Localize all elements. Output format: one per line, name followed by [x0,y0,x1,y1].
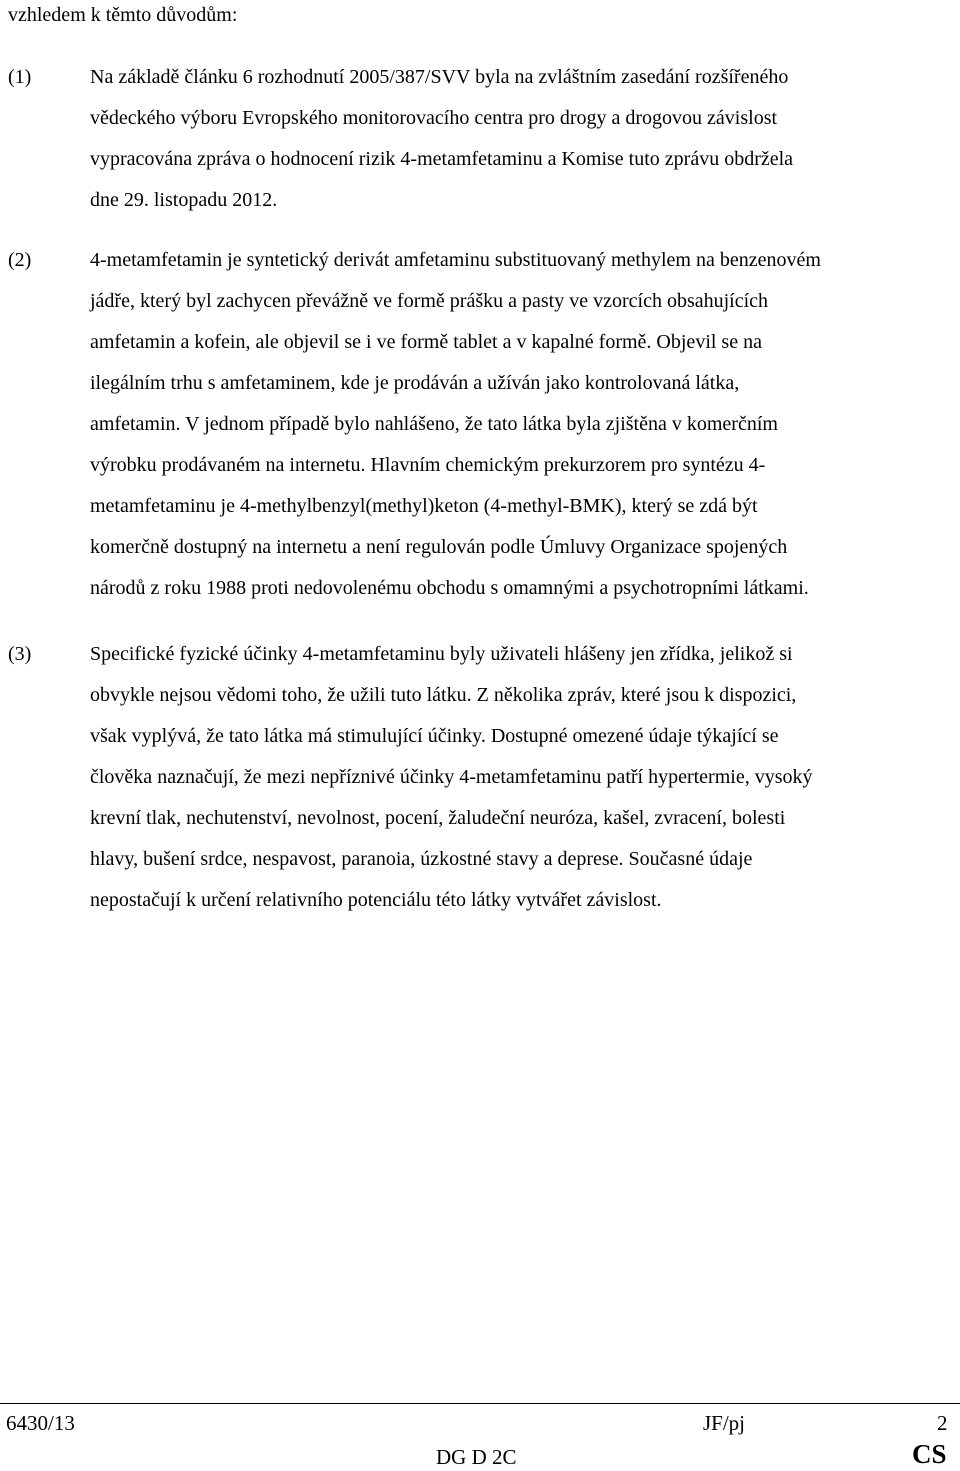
paragraph-line: člověka naznačují, že mezi nepříznivé účinky 4-metamfetaminu patří hypertermie, vysoký [90,766,813,788]
paragraph-line: Specifické fyzické účinky 4-metamfetaminu byly uživateli hlášeny jen zřídka, jelikož si [90,643,793,665]
paragraph-line: obvykle nejsou vědomi toho, že užili tuto látku. Z několika zpráv, které jsou k dispozici, [90,684,797,706]
paragraph-3 [8,634,952,921]
paragraph-text [90,57,952,221]
paragraph-line: krevní tlak, nechutenství, nevolnost, pocení, žaludeční neuróza, kašel, zvracení, bolesti [90,807,786,829]
paragraph-1 [8,57,952,221]
paragraph-line: metamfetaminu je 4-methylbenzyl(methyl)keton (4-methyl-BMK), který se zdá být [90,495,758,517]
footer-directorate: DG D 2C [436,1445,517,1469]
paragraph-text [90,634,952,921]
paragraph-line: vědeckého výboru Evropského monitorovacího centra pro drogy a drogovou závislost [90,107,778,129]
footer-doc-number: 6430/13 [6,1411,75,1435]
paragraph-line: komerčně dostupný na internetu a není regulován podle Úmluvy Organizace spojených [90,536,788,558]
footer-divider [0,1403,960,1404]
paragraph-line: vypracována zpráva o hodnocení rizik 4-metamfetaminu a Komise tuto zprávu obdržela [90,148,794,170]
paragraph-number: (2) [8,249,32,271]
paragraph-line: národů z roku 1988 proti nedovolenému obchodu s omamnými a psychotropními látkami. [90,577,809,599]
paragraph-number: (3) [8,643,32,665]
footer-page-number: 2 [937,1411,948,1435]
paragraph-line: výrobku prodávaném na internetu. Hlavním chemickým prekurzorem pro syntézu 4- [90,454,766,476]
paragraph-line: dne 29. listopadu 2012. [90,189,278,211]
footer-language-code: CS [912,1439,947,1469]
paragraph-line: amfetamin a kofein, ale objevil se i ve formě tablet a v kapalné formě. Objevil se na [90,331,762,353]
paragraph-line: 4-metamfetamin je syntetický derivát amfetaminu substituovaný methylem na benzenovém [90,249,821,271]
paragraph-line: hlavy, bušení srdce, nespavost, paranoia, úzkostné stavy a deprese. Současné údaje [90,848,753,870]
paragraph-line: ilegálním trhu s amfetaminem, kde je prodáván a užíván jako kontrolovaná látka, [90,372,740,394]
paragraph-text [90,240,952,609]
paragraph-line: nepostačují k určení relativního potenciálu této látky vytvářet závislost. [90,889,662,911]
paragraph-line: jádře, který byl zachycen převážně ve formě prášku a pasty ve vzorcích obsahujících [90,290,769,312]
paragraph-line: Na základě článku 6 rozhodnutí 2005/387/SVV byla na zvláštním zasedání rozšířeného [90,66,789,88]
paragraph-number: (1) [8,66,32,88]
paragraph-line: amfetamin. V jednom případě bylo nahlášeno, že tato látka byla zjištěna v komerčním [90,413,778,435]
paragraph-line: však vyplývá, že tato látka má stimulující účinky. Dostupné omezené údaje týkající se [90,725,779,747]
intro-line: vzhledem k těmto důvodům: [8,4,238,26]
paragraph-2 [8,240,952,609]
footer-initials: JF/pj [703,1411,746,1435]
